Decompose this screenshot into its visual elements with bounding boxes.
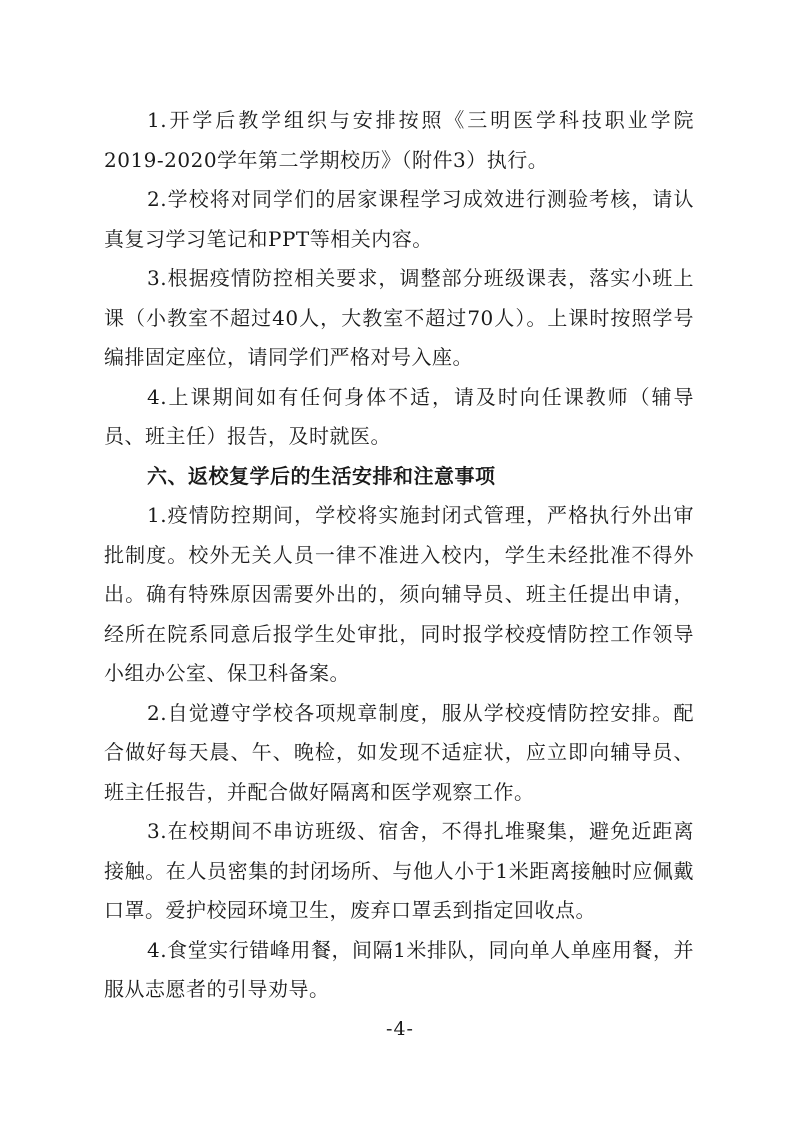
paragraph-canteen: 4.食堂实行错峰用餐，间隔1米排队，同向单人单座用餐，并服从志愿者的引导劝导。	[104, 937, 694, 1001]
paragraph-illness-report: 4.上课期间如有任何身体不适，请及时向任课教师（辅导员、班主任）报告，及时就医。	[104, 384, 694, 448]
paragraph-avoid-gathering: 3.在校期间不串访班级、宿舍，不得扎堆聚集，避免近距离接触。在人员密集的封闭场所、与他人小于1米距离接触时应佩戴口罩。爱护校园环境卫生，废弃口罩丢到指定回收点。	[104, 819, 694, 922]
paragraph-rules-compliance: 2.自觉遵守学校各项规章制度，服从学校疫情防控安排。配合做好每天晨、午、晚检，如发现不适症状，应立即向辅导员、班主任报告，并配合做好隔离和医学观察工作。	[104, 700, 694, 804]
paragraph-teaching-schedule: 1.开学后教学组织与安排按照《三明医学科技职业学院2019-2020学年第二学期校历》（附件3）执行。	[104, 108, 694, 172]
section-heading: 六、返校复学后的生活安排和注意事项	[147, 463, 496, 488]
paragraph-small-classes: 3.根据疫情防控相关要求，调整部分班级课表，落实小班上课（小教室不超过40人，大教室不超过70人）。上课时按照学号编排固定座位，请同学们严格对号入座。	[104, 266, 694, 369]
paragraph-closed-management: 1.疫情防控期间，学校将实施封闭式管理，严格执行外出审批制度。校外无关人员一律不准进入校内，学生未经批准不得外出。确有特殊原因需要外出的，须向辅导员、班主任提出申请，经所在院系同意后报学生处审批，同时报学校疫情防控工作领导小组办公室、保卫科备案。	[104, 503, 694, 685]
page-number: -4-	[386, 1018, 414, 1040]
paragraph-assessment: 2.学校将对同学们的居家课程学习成效进行测验考核，请认真复习学习笔记和PPT等相关内容。	[104, 187, 694, 251]
document-body	[104, 101, 694, 1010]
